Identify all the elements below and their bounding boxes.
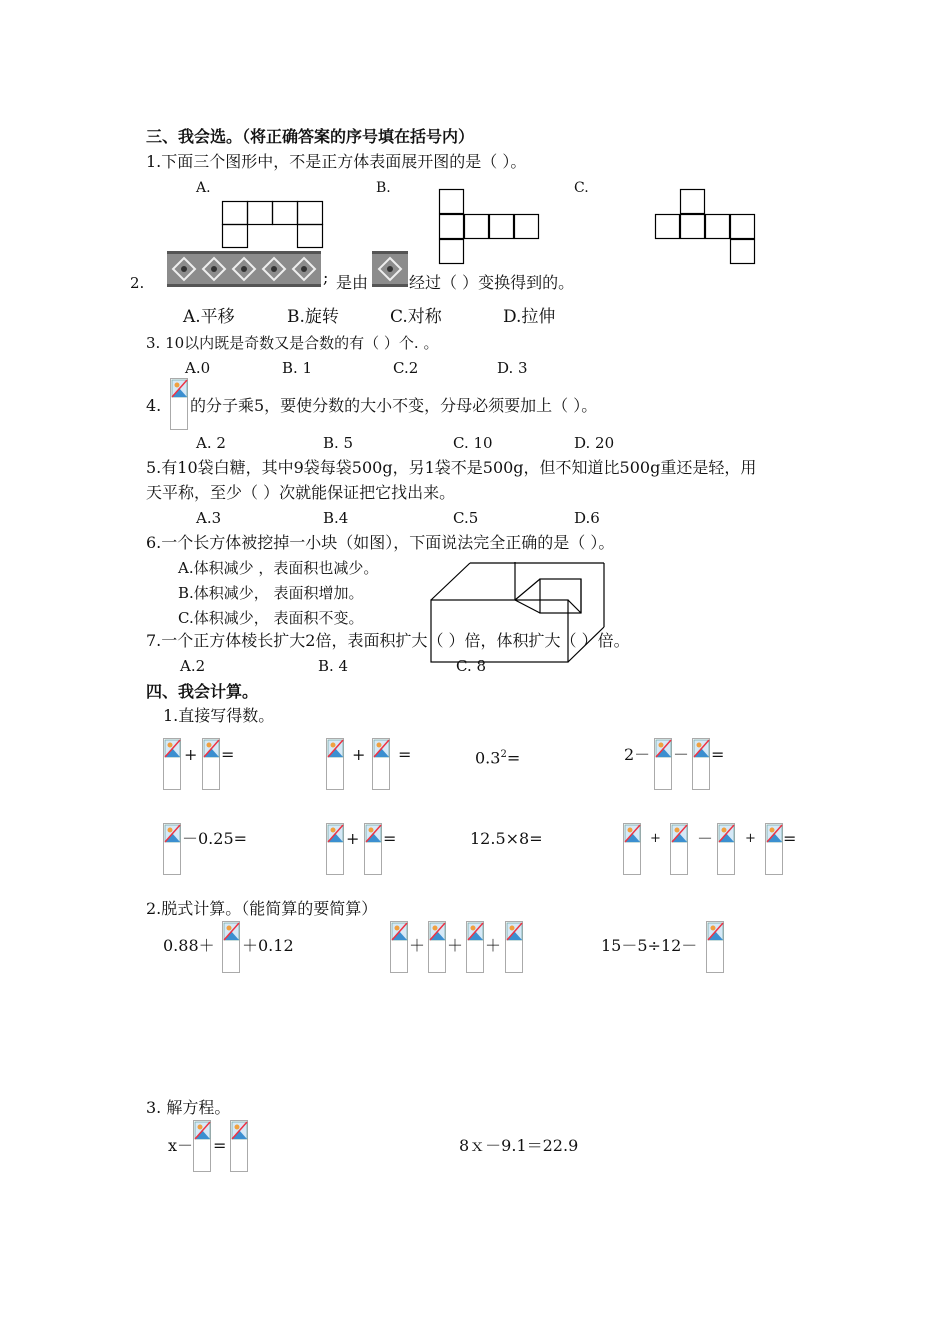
q3-option-d: D. 3 (497, 359, 528, 377)
fraction-image-placeholder (466, 921, 484, 973)
fraction-image-placeholder (623, 823, 641, 875)
q7-text: 7.一个正方体棱长扩大2倍，表面积扩大（ ）倍，体积扩大（ ）倍。 (146, 631, 630, 650)
plus-sign: ＋ (485, 936, 502, 955)
fraction-image-placeholder (505, 921, 523, 973)
q3-text: 3. 10以内既是奇数又是合数的有（ ）个. 。 (146, 334, 439, 352)
equals-sign: = (213, 1136, 227, 1155)
expr-0-3-squared (475, 745, 520, 768)
q4-number: 4. (146, 396, 162, 415)
equation-2: 8ｘ－9.1＝22.9 (459, 1136, 579, 1155)
q3-option-b: B. 1 (282, 359, 313, 377)
plus-sign: + (184, 745, 198, 764)
expr-plus-0-12: ＋0.12 (242, 936, 294, 955)
fraction-image-placeholder (222, 921, 240, 973)
q5-option-c: C.5 (453, 509, 479, 527)
fraction-image-placeholder (193, 1120, 211, 1172)
fraction-image-placeholder (706, 921, 724, 973)
fraction-image-placeholder (372, 738, 390, 790)
q6-text: 6.一个长方体被挖掉一小块（如图），下面说法完全正确的是（ ）。 (146, 533, 615, 552)
section-4-title: 四、我会计算。 (146, 682, 259, 701)
fraction-image-placeholder (428, 921, 446, 973)
fraction-image-placeholder (765, 823, 783, 875)
fraction-image-placeholder (202, 738, 220, 790)
q4-option-b: B. 5 (323, 434, 354, 452)
net-figure-b (439, 189, 541, 265)
expr-2-minus-lead: 2－ (624, 745, 651, 764)
equation-1-x-minus: x－ (168, 1136, 194, 1155)
expr-15-minus-5-div-12: 15－5÷12－ (601, 936, 698, 955)
net-figure-c (655, 189, 757, 265)
q1-option-b: B. (376, 180, 391, 196)
expr-base: 0.3 (475, 748, 501, 768)
equals-sign: = (221, 745, 235, 764)
q7-option-b: B. 4 (318, 657, 349, 675)
expr-exponent: 2 (500, 749, 507, 760)
fraction-image-placeholder (170, 378, 188, 430)
part3-title: 3. 解方程。 (146, 1098, 231, 1117)
q5-option-a: A.3 (196, 509, 222, 527)
q2-semicolon: ; (323, 268, 329, 287)
q1-text: 1.下面三个图形中，不是正方体表面展开图的是（ ）。 (146, 152, 527, 171)
q5-option-d: D.6 (574, 509, 600, 527)
q4-text: 的分子乘5，要使分数的大小不变，分母必须要加上（ ）。 (190, 396, 598, 415)
q7-option-a: A.2 (180, 657, 206, 675)
minus-sign: － (697, 829, 714, 848)
fraction-image-placeholder (654, 738, 672, 790)
equals-sign: = (711, 745, 725, 764)
q2-option-a: A.平移 (183, 307, 235, 327)
q5-line1: 5.有10袋白糖，其中9袋每袋500g，另1袋不是500g，但不知道比500g重还是轻，用 (146, 458, 757, 477)
q2-number: 2. (130, 274, 145, 292)
expr-0-88-plus: 0.88＋ (163, 936, 215, 955)
q2-option-d: D.拉伸 (503, 307, 556, 327)
equals-sign: = (398, 745, 412, 764)
fraction-image-placeholder (163, 738, 181, 790)
plus-sign: + (745, 831, 756, 846)
pattern-unit-image (372, 251, 408, 287)
q7-option-c: C. 8 (456, 657, 487, 675)
fraction-image-placeholder (717, 823, 735, 875)
q3-option-c: C.2 (393, 359, 419, 377)
q6-option-c: C.体积减少， 表面积不变。 (178, 609, 364, 627)
part1-title: 1.直接写得数。 (163, 706, 275, 725)
pattern-strip-image (167, 251, 321, 287)
equals-sign: = (783, 829, 797, 848)
net-figure-a (222, 201, 324, 249)
q2-option-c: C.对称 (390, 307, 442, 327)
plus-sign: ＋ (447, 936, 464, 955)
expr-12-5-times-8: 12.5×8= (470, 829, 543, 848)
fraction-image-placeholder (326, 823, 344, 875)
fraction-image-placeholder (230, 1120, 248, 1172)
q5-option-b: B.4 (323, 509, 349, 527)
q2-text-mid: 是由 (336, 273, 369, 292)
section-3-title: 三、我会选。（将正确答案的序号填在括号内） (146, 127, 475, 146)
q2-option-b: B.旋转 (287, 307, 339, 327)
plus-sign: + (352, 745, 366, 764)
fraction-image-placeholder (670, 823, 688, 875)
expr-minus-0-25: －0.25= (182, 829, 248, 848)
fraction-image-placeholder (390, 921, 408, 973)
q1-option-c: C. (574, 180, 589, 196)
fraction-image-placeholder (163, 823, 181, 875)
expr-equals: = (506, 748, 521, 768)
fraction-image-placeholder (364, 823, 382, 875)
q4-option-a: A. 2 (196, 434, 226, 452)
q6-option-b: B.体积减少， 表面积增加。 (178, 584, 364, 602)
fraction-image-placeholder (326, 738, 344, 790)
plus-sign: + (346, 829, 360, 848)
equals-sign: = (383, 829, 397, 848)
q5-line2: 天平称，至少（ ）次就能保证把它找出来。 (146, 483, 456, 502)
plus-sign: ＋ (409, 936, 426, 955)
plus-sign: + (650, 831, 661, 846)
minus-sign: － (673, 745, 690, 764)
part2-title: 2.脱式计算。（能简算的要简算） (146, 899, 378, 918)
q6-option-a: A.体积减少 ，表面积也减少。 (178, 559, 379, 577)
q3-option-a: A.0 (185, 359, 211, 377)
q4-option-c: C. 10 (453, 434, 493, 452)
q4-option-d: D. 20 (574, 434, 615, 452)
q1-option-a: A. (196, 180, 211, 196)
fraction-image-placeholder (692, 738, 710, 790)
q2-text-tail: 经过（ ）变换得到的。 (409, 273, 575, 292)
